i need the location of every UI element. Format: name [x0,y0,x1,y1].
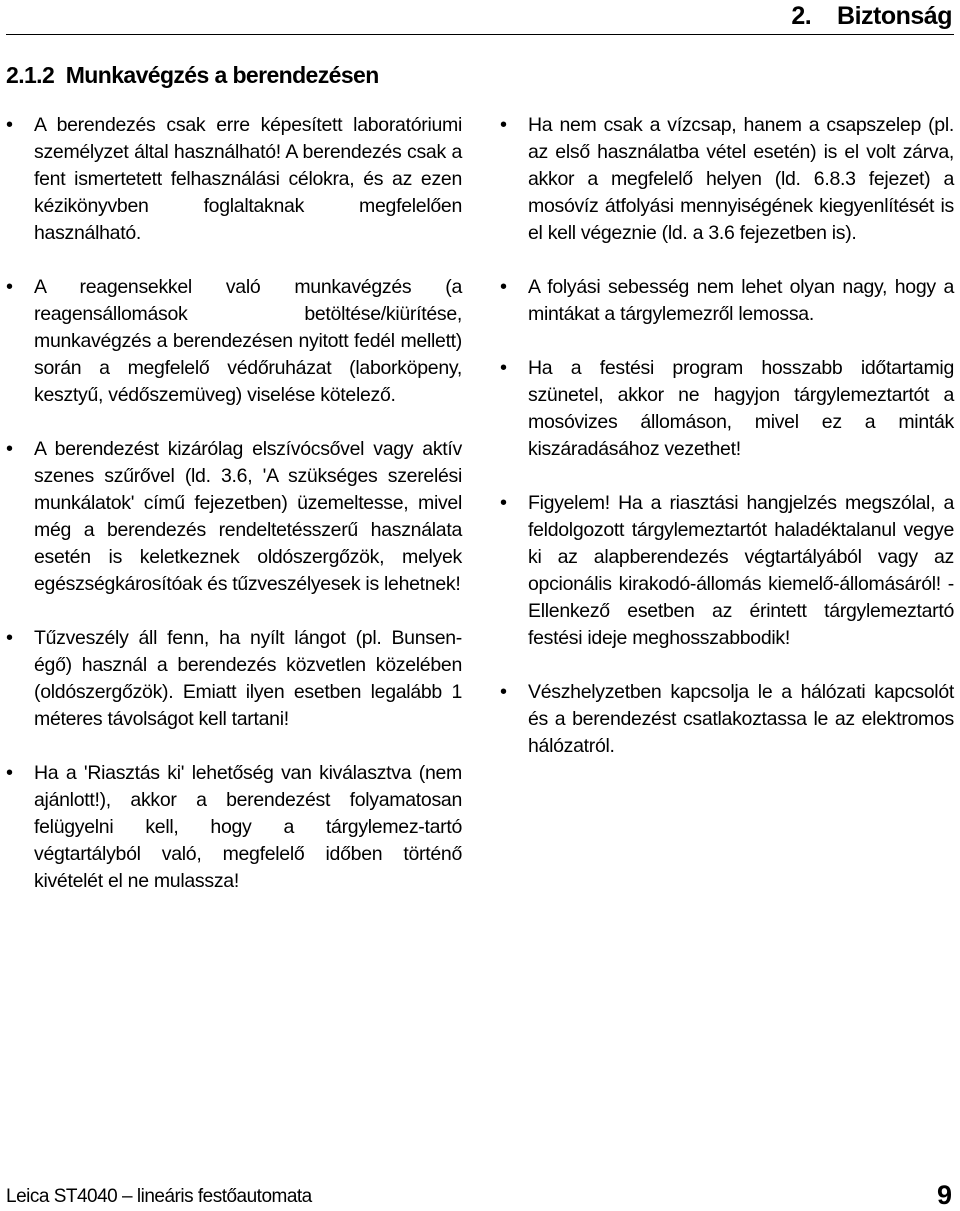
footer-document-title: Leica ST4040 – lineáris festőautomata [6,1186,312,1207]
left-bullet-list [34,112,462,895]
list-item: • A berendezés csak erre képesített laboratóriumi személyzet által használható! A berendezés csak a fent ismertetett felhasználási célokra, és az ezen kézikönyvben foglaltaknak megfelelően használható. [34,112,462,247]
list-item: • A folyási sebesség nem lehet olyan nagy, hogy a mintákat a tárgylemezről lemossa. [528,274,954,328]
list-item: • Vészhelyzetben kapcsolja le a hálózati kapcsolót és a berendezést csatlakoztassa le az elektromos hálózatról. [528,679,954,760]
list-item: • Figyelem! Ha a riasztási hangjelzés megszólal, a feldolgozott tárgylemeztartót haladéktalanul vegye ki az alapberendezés végtartályából vagy az opcionális kirakodó-állomás kiemelő-állomásáról! - Ellenkező esetben az érintett tárgylemeztartó festési ideje meghosszabbodik! [528,490,954,652]
list-item: • A berendezést kizárólag elszívócsővel vagy aktív szenes szűrővel (ld. 3.6, 'A szükséges szerelési munkálatok' című fejezetben) üzemeltesse, mivel még a berendezés rendeltetésszerű használata esetén is keletkeznek oldószergőzök, melyek egészségkárosítóak és tűzveszélyesek is lehetnek! [34,436,462,598]
right-bullet-list [528,112,954,760]
header-divider [6,34,954,35]
list-item: • Ha a festési program hosszabb időtartamig szünetel, akkor ne hagyjon tárgylemeztartót a mosóvizes állomáson, mivel ez a minták kiszáradásához vezethet! [528,355,954,463]
page-number: 9 [936,1180,952,1210]
list-item: • Tűzveszély áll fenn, ha nyílt lángot (pl. Bunsen-égő) használ a berendezés közvetlen közelében (oldószergőzök). Emiatt ilyen esetben legalább 1 méteres távolságot kell tartani! [34,625,462,733]
chapter-title: 2. Biztonság [791,2,952,30]
section-heading: 2.1.2 Munkavégzés a berendezésen [6,62,379,88]
list-item: • Ha a 'Riasztás ki' lehetőség van kiválasztva (nem ajánlott!), akkor a berendezést folyamatosan felügyelni kell, hogy a tárgylemez-tartó végtartályból való, megfelelő időben történő kivételét el ne mulassza! [34,760,462,895]
list-item: • Ha nem csak a vízcsap, hanem a csapszelep (pl. az első használatba vétel esetén) is el volt zárva, akkor a megfelelő helyen (ld. 6.8.3 fejezet) a mosóvíz átfolyási mennyiségének kiegyenlítését is el kell végeznie (ld. a 3.6 fejezetben is). [528,112,954,247]
list-item: • A reagensekkel való munkavégzés (a reagensállomások betöltése/kiürítése, munkavégzés a berendezésen nyitott fedél mellett) során a megfelelő védőruházat (laborköpeny, kesztyű, védőszemüveg) viselése kötelező. [34,274,462,409]
